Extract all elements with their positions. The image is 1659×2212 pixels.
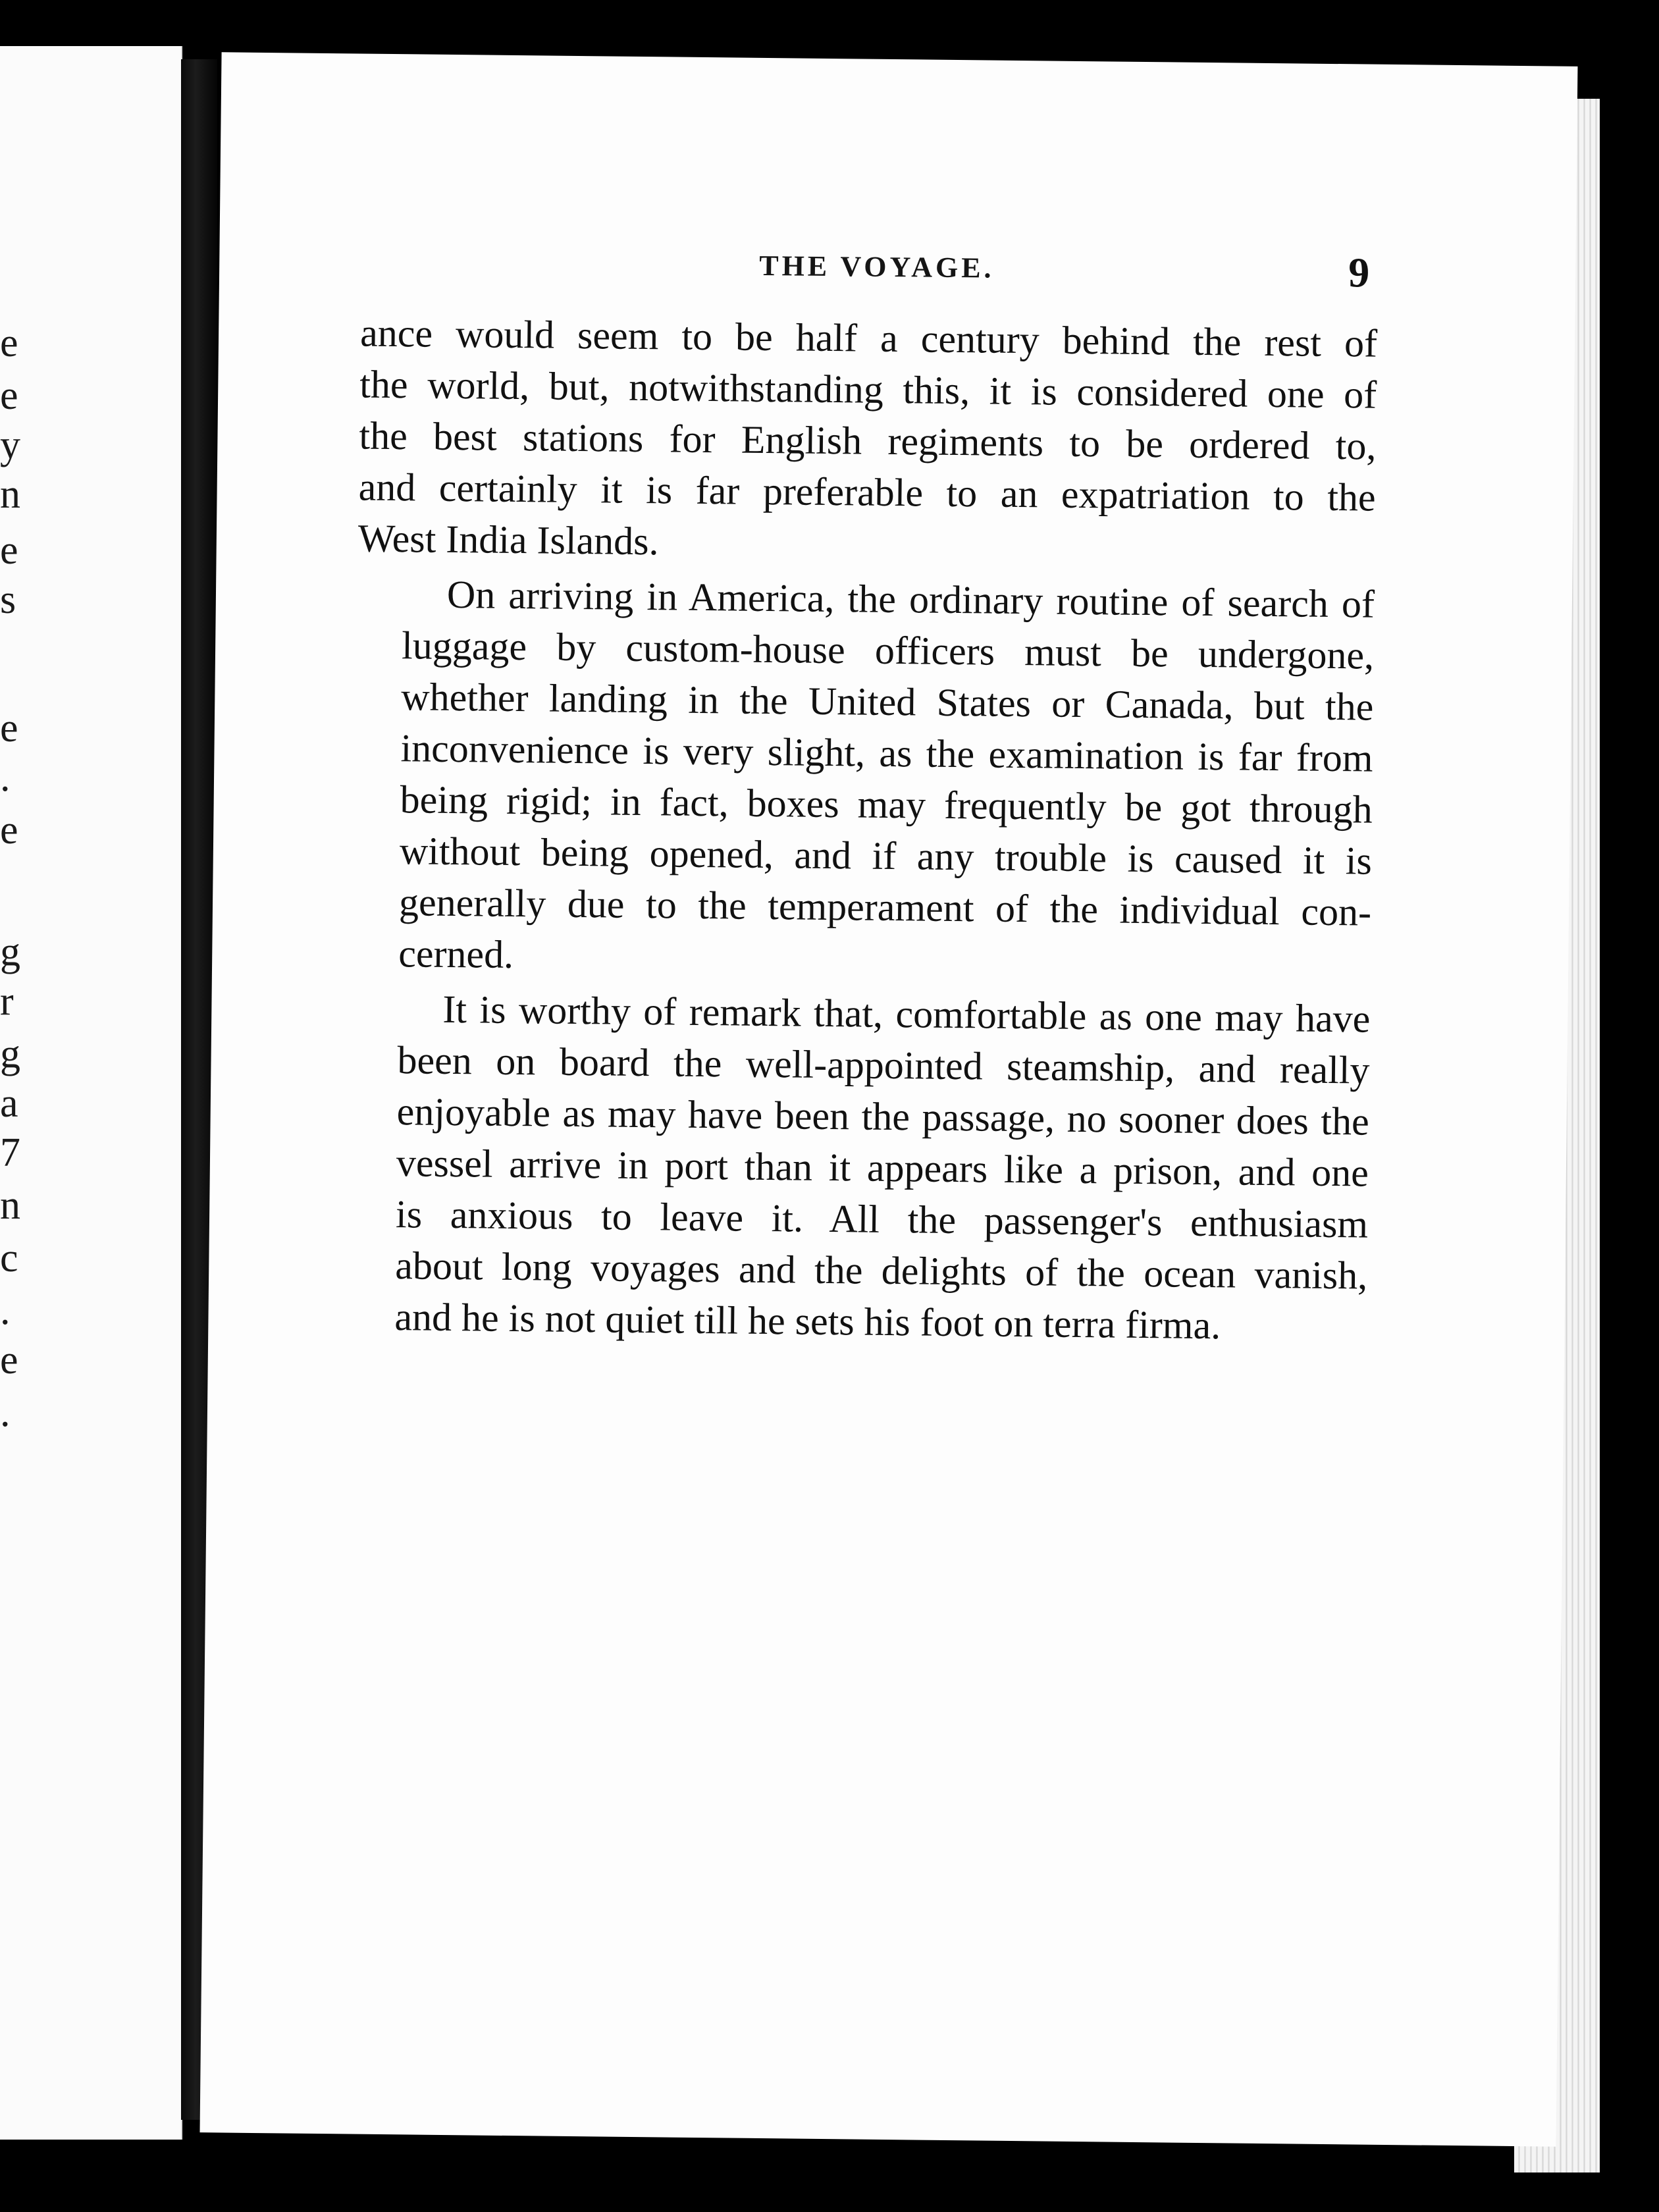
text-line: being rigid; in fact, boxes may frequently be got through bbox=[400, 777, 1373, 831]
left-page-letter: . bbox=[0, 1390, 11, 1435]
text-line: and certainly it is far preferable to an expatriation to the bbox=[358, 465, 1376, 519]
body-text bbox=[350, 307, 1377, 1357]
text-line: On arriving in America, the ordinary routine of search of bbox=[446, 572, 1375, 626]
left-page-letter: e bbox=[0, 321, 18, 365]
left-page-letter: e bbox=[0, 808, 18, 853]
text-line: whether landing in the United States or Canada, but the bbox=[401, 675, 1374, 729]
left-page-letter: n bbox=[0, 1183, 20, 1228]
text-line: generally due to the temperament of the individual con- bbox=[398, 880, 1372, 934]
left-page-letter: e bbox=[0, 706, 18, 750]
paragraph bbox=[354, 568, 1375, 989]
text-line: without being opened, and if any trouble is caused it is bbox=[399, 829, 1373, 883]
left-page-letter: g bbox=[0, 930, 20, 974]
left-page-letter: n bbox=[0, 472, 20, 517]
left-page-letter: a bbox=[0, 1081, 18, 1126]
text-line: ance would seem to be half a century behind the rest of bbox=[359, 311, 1378, 365]
left-page-letter: e bbox=[0, 1338, 18, 1382]
left-page-letter: . bbox=[0, 755, 11, 800]
text-line: and he is not quiet till he sets his foot on terra firma. bbox=[394, 1295, 1221, 1348]
paragraph bbox=[350, 982, 1371, 1352]
text-line: about long voyages and the delights of the ocean vanish, bbox=[394, 1244, 1368, 1298]
text-line: inconvenience is very slight, as the examination is far from bbox=[400, 726, 1373, 780]
text-line: luggage by custom-house officers must be undergone, bbox=[401, 623, 1375, 677]
text-line: West India Islands. bbox=[357, 516, 659, 564]
left-page-letter: r bbox=[0, 979, 14, 1024]
left-page-letter: g bbox=[0, 1032, 20, 1076]
text-line: cerned. bbox=[398, 932, 514, 977]
text-line: is anxious to leave it. All the passenger's enthusiasm bbox=[395, 1192, 1369, 1246]
left-page-letter: c bbox=[0, 1236, 18, 1280]
left-page-letter: s bbox=[0, 577, 16, 622]
text-line: enjoyable as may have been the passage, no sooner does the bbox=[396, 1090, 1370, 1144]
text-line: the world, but, notwithstanding this, it is considered one of bbox=[359, 362, 1377, 417]
running-head bbox=[219, 236, 1576, 310]
text-line: the best stations for English regiments to be ordered to, bbox=[359, 413, 1377, 468]
left-page-letter: 7 bbox=[0, 1130, 20, 1175]
paragraph bbox=[357, 307, 1377, 575]
text-line: been on board the well-appointed steamship, and really bbox=[397, 1038, 1370, 1092]
left-page-letter: e bbox=[0, 373, 18, 418]
running-title: THE VOYAGE. bbox=[758, 249, 995, 284]
text-line: It is worthy of remark that, comfortable as one may have bbox=[442, 987, 1371, 1041]
text-line: vessel arrive in port than it appears like a prison, and one bbox=[396, 1141, 1369, 1195]
book-page bbox=[200, 52, 1578, 2146]
left-page-fragment bbox=[0, 46, 182, 2140]
left-page-letter: e bbox=[0, 528, 18, 573]
left-page-letter: y bbox=[0, 423, 20, 467]
left-page-letter: . bbox=[0, 1288, 11, 1333]
page-number: 9 bbox=[1348, 249, 1370, 296]
